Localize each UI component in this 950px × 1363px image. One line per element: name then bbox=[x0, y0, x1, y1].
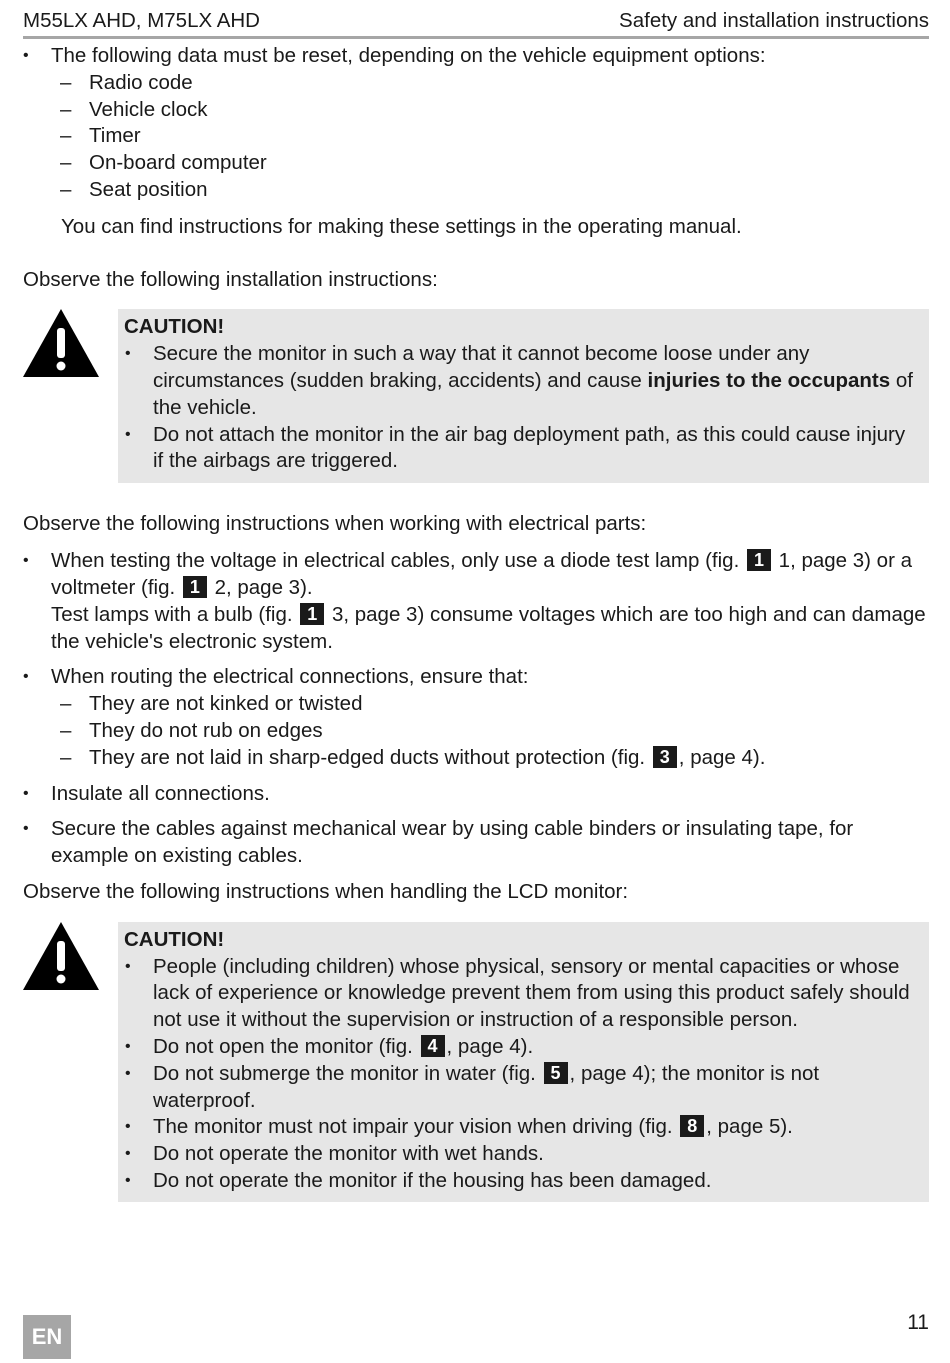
lcd-intro: Observe the following instructions when handling the LCD monitor: bbox=[23, 879, 629, 903]
routing-item: – They are not kinked or twisted bbox=[23, 691, 929, 718]
reset-intro bbox=[23, 43, 929, 70]
language-badge: EN bbox=[23, 1315, 71, 1359]
figure-reference: 1 bbox=[300, 603, 324, 625]
warning-triangle-icon bbox=[23, 922, 99, 990]
caution-text: Do not submerge the monitor in water (fig. bbox=[153, 1061, 536, 1085]
warning-triangle-icon bbox=[23, 309, 99, 377]
text-segment: , page 4). bbox=[678, 745, 766, 769]
caution-box-installation bbox=[23, 309, 929, 483]
caution-bullet bbox=[124, 1034, 919, 1061]
reset-note: You can find instructions for making these settings in the operating manual. bbox=[61, 214, 742, 238]
text-segment: Insulate all connections. bbox=[51, 781, 270, 805]
caution-content bbox=[118, 922, 929, 1202]
reset-intro-text: The following data must be reset, depending on the vehicle equipment options: bbox=[51, 44, 766, 67]
text-segment: Test lamps with a bulb (fig. bbox=[51, 602, 293, 626]
figure-reference: 3 bbox=[653, 746, 677, 768]
caution-bullet bbox=[124, 1141, 919, 1168]
caution-text: The monitor must not impair your vision when driving (fig. bbox=[153, 1115, 673, 1139]
reset-item-onboard-computer: – On-board computer bbox=[23, 150, 929, 177]
model-name: M55LX AHD, M75LX AHD bbox=[23, 9, 260, 32]
figure-reference: 5 bbox=[544, 1062, 568, 1084]
page-content bbox=[23, 43, 929, 1202]
install-intro: Observe the following installation instructions: bbox=[23, 267, 438, 291]
caution-title: CAUTION! bbox=[124, 315, 225, 339]
text-segment: When routing the electrical connections, ensure that: bbox=[51, 665, 529, 689]
text-segment: When testing the voltage in electrical cables, only use a diode test lamp (fig. bbox=[51, 549, 740, 573]
text-segment: 3, page 3) consume voltages which are too high and can damage the vehicle's electronic system. bbox=[51, 602, 926, 653]
caution-text: , page 4); the monitor is not waterproof. bbox=[153, 1061, 820, 1112]
text-segment: 1, page 3) or a voltmeter (fig. bbox=[51, 549, 913, 599]
secure-cables-bullet bbox=[23, 816, 929, 870]
figure-reference: 4 bbox=[421, 1035, 445, 1057]
caution-bullet bbox=[124, 422, 919, 476]
caution-text: , page 4). bbox=[446, 1034, 534, 1058]
caution-bullet bbox=[124, 954, 919, 1034]
caution-bullet bbox=[124, 341, 919, 421]
electrical-intro: Observe the following instructions when working with electrical parts: bbox=[23, 512, 647, 536]
caution-text: Do not operate the monitor with wet hands. bbox=[153, 1142, 544, 1166]
caution-text: of the vehicle. bbox=[153, 368, 913, 419]
caution-bullet bbox=[124, 1061, 919, 1115]
caution-bullet bbox=[124, 1168, 919, 1195]
caution-text: Secure the monitor in such a way that it cannot become loose under any circumstances (sudden braking, accidents) and cause bbox=[153, 342, 810, 392]
caution-text: , page 5). bbox=[706, 1115, 793, 1139]
routing-item: – They do not rub on edges bbox=[23, 718, 929, 745]
reset-item-radio-code: – Radio code bbox=[23, 70, 929, 97]
figure-reference: 1 bbox=[183, 576, 207, 598]
figure-reference: 1 bbox=[747, 549, 771, 571]
reset-item-timer: – Timer bbox=[23, 123, 929, 150]
caution-text: Do not operate the monitor if the housing has been damaged. bbox=[153, 1168, 712, 1192]
caution-text: People (including children) whose physical, sensory or mental capacities or whose lack of experience or knowledge prevent them from using this product safely should not use it without the supervision or instruction of a responsible person. bbox=[153, 954, 910, 1032]
insulate-bullet bbox=[23, 781, 929, 808]
reset-item-seat-position: – Seat position bbox=[23, 177, 929, 204]
section-title: Safety and installation instructions bbox=[619, 9, 929, 32]
text-segment: Secure the cables against mechanical wear by using cable binders or insulating tape, for example on existing cables. bbox=[51, 817, 854, 868]
caution-title: CAUTION! bbox=[124, 927, 225, 951]
caution-text: Do not open the monitor (fig. bbox=[153, 1034, 413, 1058]
text-segment: 2, page 3). bbox=[208, 575, 313, 599]
caution-emphasis: injuries to the occupants bbox=[647, 368, 891, 392]
routing-item bbox=[23, 745, 929, 772]
voltage-test-bullet bbox=[23, 548, 929, 602]
figure-reference: 8 bbox=[680, 1115, 704, 1137]
page-number: 11 bbox=[907, 1311, 929, 1334]
caution-content bbox=[118, 309, 929, 483]
routing-intro bbox=[23, 664, 929, 691]
text-segment: They are not laid in sharp-edged ducts without protection (fig. bbox=[89, 745, 646, 769]
caution-bullet bbox=[124, 1114, 919, 1141]
caution-box-lcd bbox=[23, 922, 929, 1202]
page-header bbox=[23, 6, 929, 39]
bulb-test-note bbox=[23, 602, 929, 656]
reset-item-vehicle-clock: – Vehicle clock bbox=[23, 97, 929, 124]
caution-text: Do not attach the monitor in the air bag deployment path, as this could cause injury if the airbags are triggered. bbox=[153, 422, 906, 473]
